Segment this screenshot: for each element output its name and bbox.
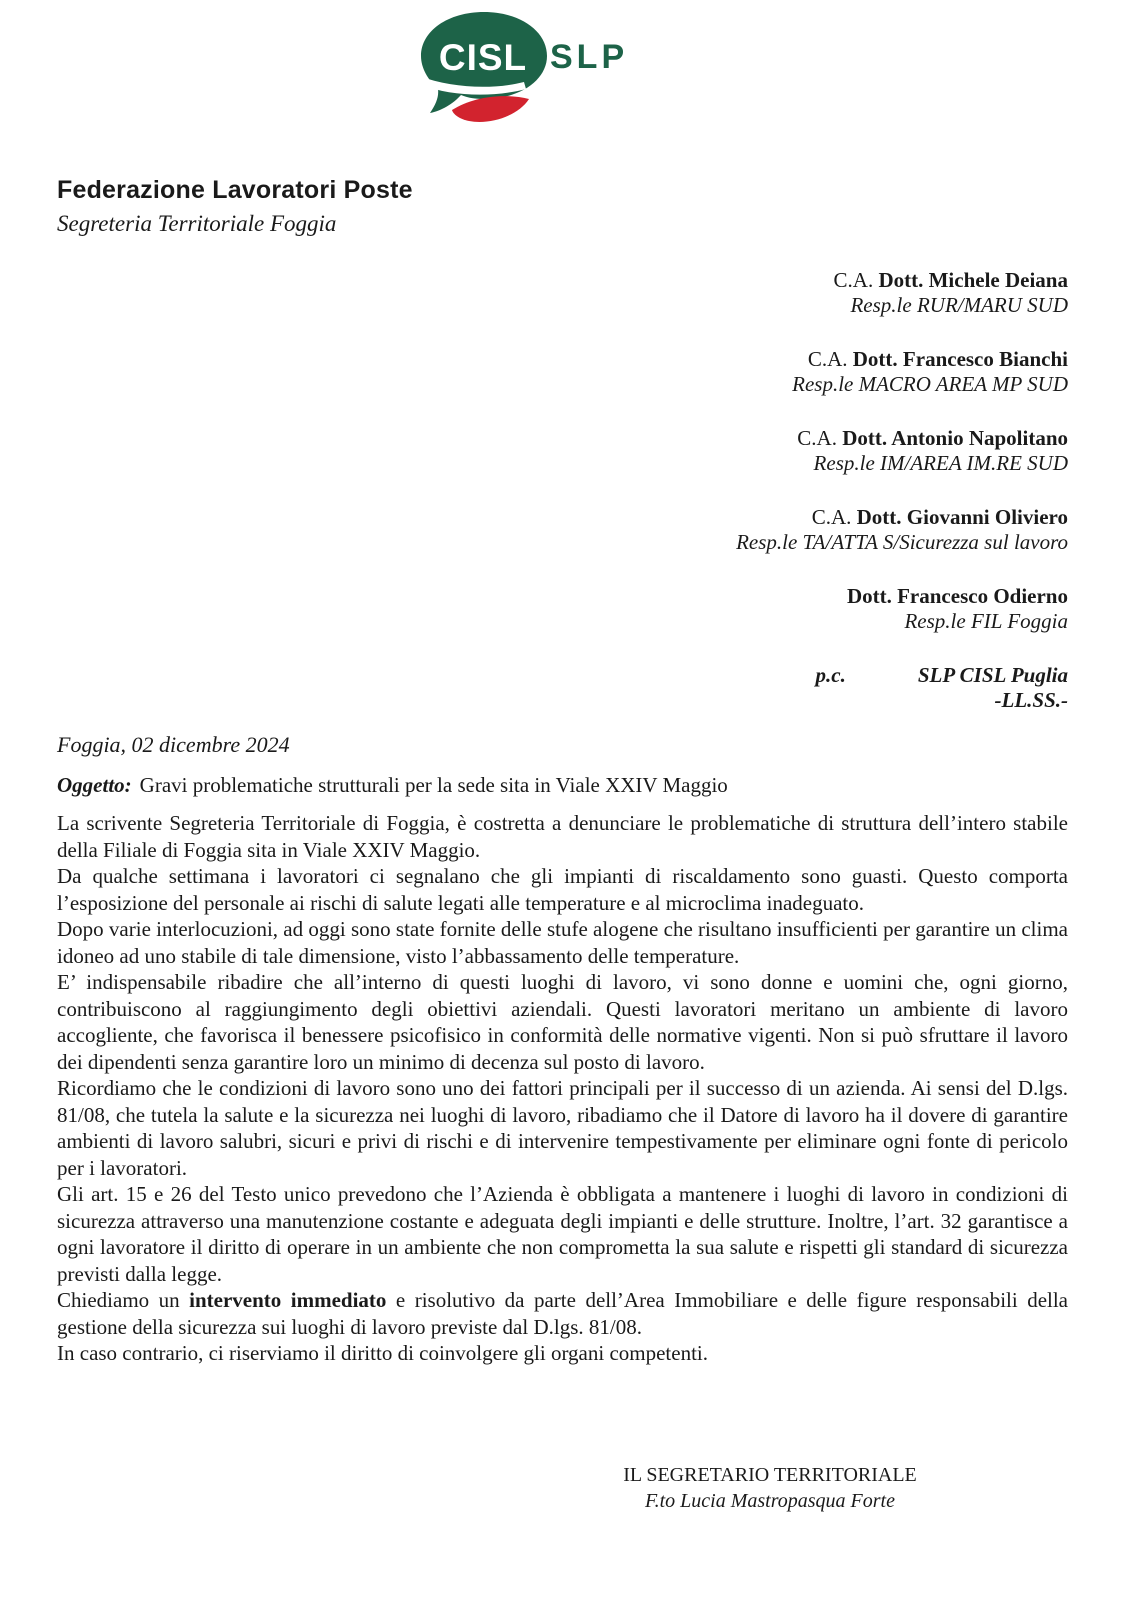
recipient-name: Dott. Giovanni Oliviero: [856, 505, 1068, 529]
paragraph-text: Dopo varie interlocuzioni, ad oggi sono state fornite delle stufe alogene che risultano insufficienti per garantire un clima idoneo ad uno stabile di tale dimensione, visto l’abbassamento delle temperature.: [57, 917, 1068, 968]
recipient-name: Dott. Antonio Napolitano: [842, 426, 1068, 450]
letterhead: [57, 177, 413, 237]
recipient: [448, 268, 1068, 318]
recipient: [448, 505, 1068, 555]
recipient-role: Resp.le RUR/MARU SUD: [850, 293, 1068, 317]
subject-label: Oggetto:: [57, 773, 132, 797]
paragraph-text: Gli art. 15 e 26 del Testo unico prevedono che l’Azienda è obbligata a mantenere i luoghi di lavoro in condizioni di sicurezza attraverso una manutenzione costante e adeguata degli impianti e delle strutture. Inoltre, l’art. 32 garantisce a ogni lavoratore il diritto di operare in un ambiente che non comprometta la sua salute e rispetti gli standard di sicurezza previsti dalla legge.: [57, 1182, 1068, 1286]
signature-title: IL SEGRETARIO TERRITORIALE: [623, 1464, 917, 1486]
paragraph-text: E’ indispensabile ribadire che all’interno di questi luoghi di lavoro, vi sono donne e uomini che, ogni giorno, contribuiscono al raggiungimento degli obiettivi aziendali. Questi lavoratori meritano un ambiente di lavoro accogliente, che favorisca il benessere psicofisico in conformità delle normative vigenti. Non si può sfruttare il lavoro dei dipendenti senza garantire loro un minimo di decenza sul posto di lavoro.: [57, 970, 1068, 1074]
recipient-prefix: C.A.: [797, 426, 837, 450]
recipients-block: [448, 268, 1068, 713]
body-paragraph: [57, 863, 1068, 916]
paragraph-text: e risolutivo da parte dell’Area Immobiliare e delle figure responsabili della gestione della sicurezza sui luoghi di lavoro previste dal D.lgs. 81/08.: [57, 1288, 1068, 1339]
paragraph-text: Da qualche settimana i lavoratori ci segnalano che gli impianti di riscaldamento sono guasti. Questo comporta l’esposizione del personale ai rischi di salute legati alle temperature e al microclima inadeguato.: [57, 864, 1068, 915]
recipient-role: Resp.le IM/AREA IM.RE SUD: [813, 451, 1068, 475]
pc-org: SLP CISL Puglia: [917, 663, 1068, 687]
red-swoosh-icon: [452, 96, 529, 122]
recipient-prefix: C.A.: [807, 347, 848, 371]
cisl-wordmark: CISL: [438, 37, 528, 78]
body-paragraph: [57, 1287, 1068, 1340]
paragraph-text: In caso contrario, ci riserviamo il diritto di coinvolgere gli organi competenti.: [57, 1341, 709, 1365]
letter-body: [57, 810, 1068, 1367]
paragraph-text: Ricordiamo che le condizioni di lavoro sono uno dei fattori principali per il successo di un azienda. Ai sensi del D.lgs. 81/08, che tutela la salute e la sicurezza nei luoghi di lavoro, ribadiamo che il Datore di lavoro ha il dovere di garantire ambienti di lavoro salubri, sicuri e privi di rischi e di intervenire tempestivamente per eliminare ogni fonte di pericolo per i lavoratori.: [57, 1076, 1068, 1180]
emphasis-text: intervento immediato: [189, 1288, 387, 1312]
pc-suffix: -LL.SS.-: [994, 688, 1068, 712]
body-paragraph: [57, 969, 1068, 1075]
recipient-name-line: [448, 584, 1068, 609]
recipient-name: Dott. Francesco Bianchi: [852, 347, 1068, 371]
body-paragraph: [57, 916, 1068, 969]
signature-block: [470, 1462, 1070, 1514]
body-paragraph: [57, 810, 1068, 863]
body-paragraph: [57, 1075, 1068, 1181]
paragraph-text: Chiediamo un: [57, 1288, 190, 1312]
pc-line: [448, 663, 1068, 688]
subject-text: Gravi problematiche strutturali per la sede sita in Viale XXIV Maggio: [139, 773, 728, 797]
org-subtitle: Segreteria Territoriale Foggia: [57, 211, 337, 236]
recipient: [448, 584, 1068, 634]
pc-label: p.c.: [815, 663, 846, 687]
recipient-name: Dott. Michele Deiana: [878, 268, 1068, 292]
dateline: Foggia, 02 dicembre 2024: [57, 732, 290, 757]
recipient-name-line: [448, 268, 1068, 293]
org-name: Federazione Lavoratori Poste: [57, 176, 413, 204]
recipient: [448, 426, 1068, 476]
pc-block: [448, 663, 1068, 713]
recipient: [448, 347, 1068, 397]
body-paragraph: [57, 1181, 1068, 1287]
recipient-name-line: [448, 347, 1068, 372]
recipient-name: Dott. Francesco Odierno: [846, 584, 1068, 608]
paragraph-text: La scrivente Segreteria Territoriale di Foggia, è costretta a denunciare le problematiche di struttura dell’intero stabile della Filiale di Foggia sita in Viale XXIV Maggio.: [57, 811, 1068, 862]
recipient-role: Resp.le MACRO AREA MP SUD: [792, 372, 1068, 396]
body-paragraph: [57, 1340, 1068, 1367]
recipient-name-line: [448, 505, 1068, 530]
recipient-prefix: C.A.: [833, 268, 874, 292]
recipient-prefix: C.A.: [811, 505, 852, 529]
cisl-slp-logo: [417, 8, 652, 128]
subject-line: [57, 772, 728, 798]
recipient-name-line: [448, 426, 1068, 451]
recipient-role: Resp.le FIL Foggia: [904, 609, 1068, 633]
signature-name: F.to Lucia Mastropasqua Forte: [644, 1490, 895, 1512]
slp-wordmark: SLP: [550, 38, 629, 76]
recipient-role: Resp.le TA/ATTA S/Sicurezza sul lavoro: [736, 530, 1068, 554]
